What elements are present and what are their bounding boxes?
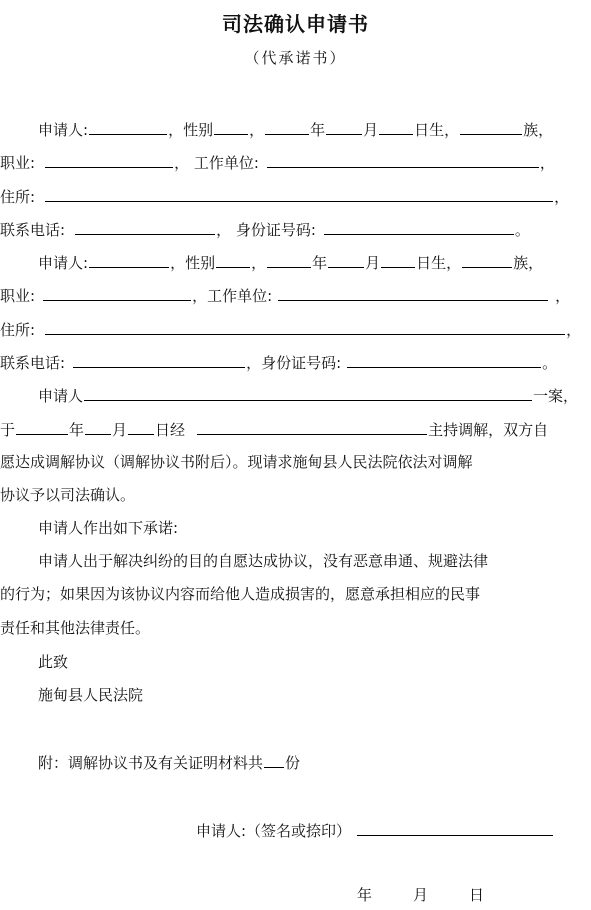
year-label: 年 bbox=[69, 421, 85, 439]
case-line1 bbox=[38, 383, 578, 407]
attachment-suffix: 份 bbox=[285, 754, 301, 772]
document-subtitle: （代承诺书） bbox=[244, 49, 347, 67]
case-line4: 协议予以司法确认。 bbox=[0, 486, 136, 504]
month-label: 月 bbox=[112, 421, 128, 439]
applicant1-line1 bbox=[38, 117, 553, 141]
case-line2 bbox=[0, 417, 548, 441]
applicant2-day-blank[interactable] bbox=[381, 250, 415, 268]
applicant1-occupation-blank[interactable] bbox=[45, 150, 173, 168]
case-month-blank[interactable] bbox=[85, 417, 111, 435]
case-year-blank[interactable] bbox=[16, 417, 68, 435]
applicant2-gender-blank[interactable] bbox=[216, 250, 250, 268]
idcard-label: ，身份证号码: bbox=[246, 354, 342, 372]
date-month: 月 bbox=[413, 886, 429, 904]
month-label: 月 bbox=[365, 254, 381, 272]
court-name: 施甸县人民法院 bbox=[38, 686, 144, 704]
idcard-label: ， 身份证号码: bbox=[216, 221, 316, 239]
date-day: 日 bbox=[469, 886, 485, 904]
comma: ， bbox=[554, 188, 570, 206]
applicant1-idcard-blank[interactable] bbox=[324, 217, 514, 235]
applicant1-label: 申请人: bbox=[38, 121, 89, 139]
period: 。 bbox=[514, 221, 530, 239]
address-label: 住所: bbox=[0, 188, 36, 206]
signature-blank[interactable] bbox=[357, 818, 553, 836]
applicant2-line1 bbox=[38, 250, 543, 274]
mediation-label: 主持调解，双方自 bbox=[428, 421, 549, 439]
applicant2-month-blank[interactable] bbox=[328, 250, 364, 268]
promise-line3: 责任和其他法律责任。 bbox=[0, 619, 151, 637]
year-label: 年 bbox=[312, 254, 328, 272]
period: 。 bbox=[542, 354, 558, 372]
applicant1-workplace-blank[interactable] bbox=[267, 150, 539, 168]
applicant1-line2 bbox=[0, 150, 555, 174]
promise-line2: 的行为；如果因为该协议内容而给他人造成损害的，愿意承担相应的民事 bbox=[0, 585, 481, 603]
workplace-label: ， 工作单位: bbox=[174, 154, 259, 172]
applicant1-phone-blank[interactable] bbox=[75, 217, 215, 235]
applicant2-address-blank[interactable] bbox=[45, 317, 565, 335]
applicant2-ethnic-blank[interactable] bbox=[462, 250, 512, 268]
comma: ， bbox=[539, 154, 555, 172]
applicant1-gender-blank[interactable] bbox=[214, 117, 248, 135]
applicant2-line4 bbox=[0, 350, 557, 374]
ethnic-label: 族， bbox=[513, 254, 544, 272]
attachment-count-blank[interactable] bbox=[264, 750, 284, 768]
signature-line bbox=[196, 818, 554, 842]
occupation-label: 职业: bbox=[0, 287, 36, 305]
attachment-line bbox=[38, 750, 300, 774]
workplace-label: ，工作单位: bbox=[192, 287, 273, 305]
applicant1-year-blank[interactable] bbox=[265, 117, 309, 135]
case-parties-blank[interactable] bbox=[84, 383, 532, 401]
case-mediator-blank[interactable] bbox=[197, 417, 427, 435]
date-year: 年 bbox=[357, 886, 373, 904]
phone-label: 联系电话: bbox=[0, 221, 66, 239]
day-jing-label: 日经 bbox=[155, 421, 186, 439]
applicant1-line4 bbox=[0, 217, 530, 241]
applicant2-idcard-blank[interactable] bbox=[347, 350, 541, 368]
applicant2-line2 bbox=[0, 283, 570, 307]
promise-intro: 申请人作出如下承诺: bbox=[38, 519, 179, 537]
phone-label: 联系电话: bbox=[0, 354, 66, 372]
applicant2-year-blank[interactable] bbox=[267, 250, 311, 268]
month-label: 月 bbox=[363, 121, 379, 139]
ethnic-label: 族， bbox=[523, 121, 554, 139]
promise-line1: 申请人出于解决纠纷的目的自愿达成协议，没有恶意串通、规避法律 bbox=[38, 552, 489, 570]
applicant1-ethnic-blank[interactable] bbox=[460, 117, 522, 135]
gender-label: ，性别 bbox=[168, 121, 214, 139]
applicant1-day-blank[interactable] bbox=[379, 117, 413, 135]
applicant1-line3 bbox=[0, 184, 569, 208]
salutation: 此致 bbox=[38, 653, 69, 671]
comma: ， bbox=[249, 121, 265, 139]
case-line3: 愿达成调解协议（调解协议书附后）。现请求施甸县人民法院依法对调解 bbox=[0, 453, 473, 471]
case-applicant-label: 申请人 bbox=[38, 387, 84, 405]
one-case-label: 一案， bbox=[533, 387, 579, 405]
yu-label: 于 bbox=[0, 421, 16, 439]
comma: ， bbox=[251, 254, 267, 272]
applicant2-workplace-blank[interactable] bbox=[278, 283, 548, 301]
signature-label: 申请人:（签名或捺印） bbox=[196, 822, 352, 840]
address-label: 住所: bbox=[0, 321, 36, 339]
attachment-prefix: 附：调解协议书及有关证明材料共 bbox=[38, 754, 264, 772]
applicant1-name-blank[interactable] bbox=[89, 117, 167, 135]
applicant1-address-blank[interactable] bbox=[45, 184, 553, 202]
year-label: 年 bbox=[310, 121, 326, 139]
applicant2-line3 bbox=[0, 317, 581, 341]
comma: ， bbox=[566, 321, 582, 339]
occupation-label: 职业: bbox=[0, 154, 36, 172]
applicant2-label: 申请人: bbox=[38, 254, 89, 272]
born-label: 日生， bbox=[414, 121, 460, 139]
applicant2-occupation-blank[interactable] bbox=[43, 283, 191, 301]
document-title: 司法确认申请书 bbox=[222, 12, 369, 36]
born-label: 日生， bbox=[416, 254, 462, 272]
comma: ， bbox=[555, 287, 571, 305]
case-day-blank[interactable] bbox=[128, 417, 154, 435]
gender-label: ，性别 bbox=[170, 254, 216, 272]
applicant2-phone-blank[interactable] bbox=[73, 350, 245, 368]
applicant2-name-blank[interactable] bbox=[89, 250, 169, 268]
applicant1-month-blank[interactable] bbox=[326, 117, 362, 135]
